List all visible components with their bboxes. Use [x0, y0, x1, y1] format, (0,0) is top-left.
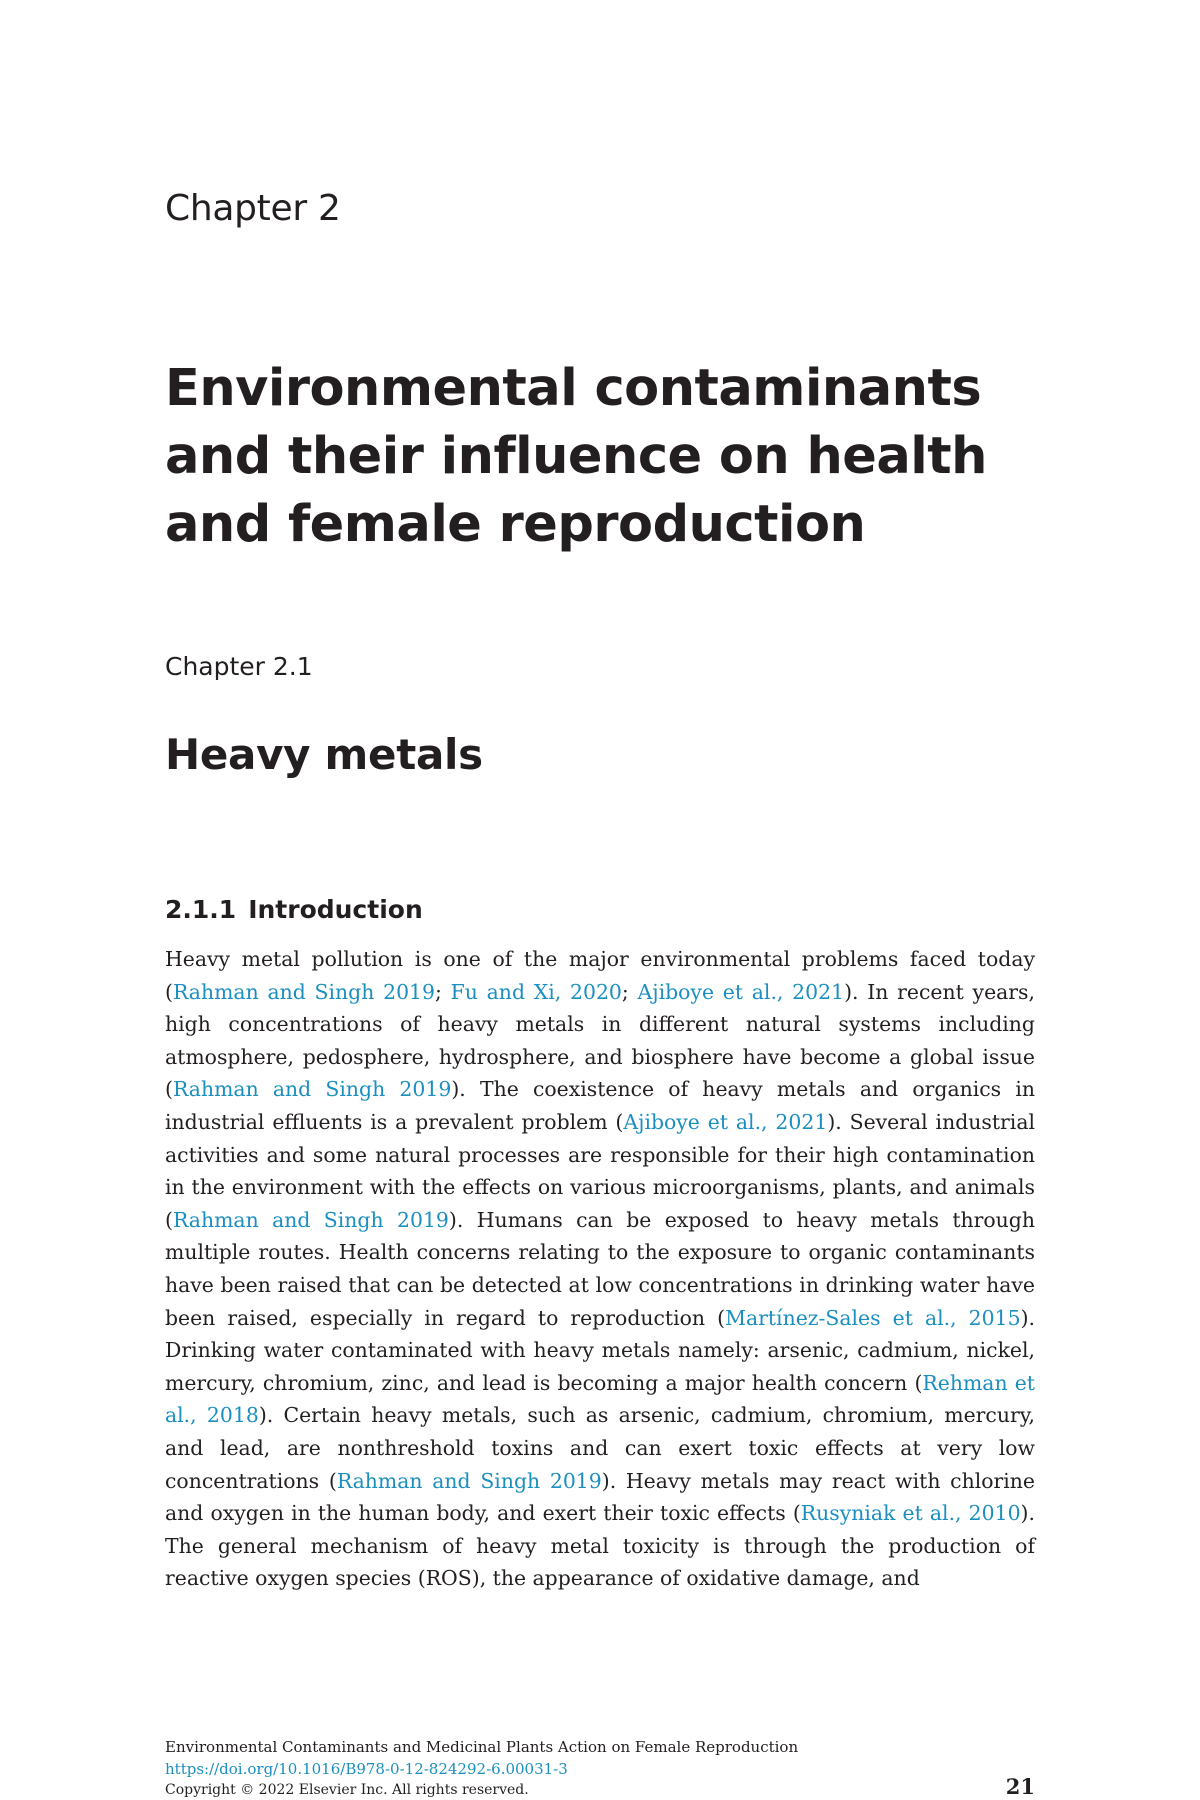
citation-link[interactable]: Rahman and Singh 2019	[172, 1207, 449, 1232]
body-text-run: ). Heavy metals may react with chlorine and oxygen in the human body, and exert their toxic effects (	[165, 1468, 1035, 1526]
citation-link[interactable]: Rahman and Singh 2019	[172, 979, 435, 1004]
subchapter-label: Chapter 2.1	[165, 652, 313, 681]
chapter-label: Chapter 2	[165, 188, 341, 229]
citation-link[interactable]: Ajiboye et al., 2021	[623, 1109, 828, 1134]
body-text-run: ). Several industrial activities and some natural processes are responsible for their high contamination in the environment with the effects on various microorganisms, plants, and animals (	[165, 1109, 1035, 1232]
chapter-title	[165, 355, 1125, 559]
citation-link[interactable]: Fu and Xi, 2020	[450, 979, 622, 1004]
body-text-run: Heavy metal pollution is one of the major environmental problems faced today (	[165, 947, 1035, 1004]
citation-link[interactable]: Martínez-Sales et al., 2015	[725, 1305, 1021, 1330]
body-text-run: ;	[621, 979, 638, 1004]
section-heading	[165, 895, 423, 924]
citation-link[interactable]: Rehman et al., 2018	[165, 1370, 1035, 1428]
body-text-run: ). The coexistence of heavy metals and organics in industrial effluents is a prevalent problem (	[165, 1077, 1035, 1134]
citation-link[interactable]: Rusyniak et al., 2010	[800, 1501, 1021, 1526]
body-text-run: ;	[435, 979, 451, 1004]
page-number: 21	[1005, 1774, 1035, 1799]
chapter-title-line: and their influence on health	[165, 427, 987, 486]
body-text-run: ). The general mechanism of heavy metal toxicity is through the production of reactive oxygen species (ROS), the appearance of oxidative damage, and	[165, 1501, 1035, 1591]
citation-link[interactable]: Ajiboye et al., 2021	[637, 979, 845, 1004]
citation-link[interactable]: Rahman and Singh 2019	[336, 1468, 602, 1493]
body-paragraph	[165, 943, 1035, 1595]
body-text-run: ). Humans can be exposed to heavy metals through multiple routes. Health concerns relating to the exposure to organic contaminants have been raised that can be detected at low concentrations in drinking water have been raised, especially in regard to reproduction (	[165, 1207, 1035, 1330]
citation-link[interactable]: Rahman and Singh 2019	[172, 1077, 452, 1102]
chapter-title-line: Environmental contaminants	[165, 359, 982, 418]
section-number: 2.1.1	[165, 895, 237, 924]
section-title: Introduction	[248, 895, 423, 924]
subchapter-title: Heavy metals	[165, 730, 483, 779]
body-text-run: ). Drinking water contaminated with heavy metals namely: arsenic, cadmium, nickel, mercury, chromium, zinc, and lead is becoming a major health concern (	[165, 1305, 1035, 1395]
body-text-run: ). Certain heavy metals, such as arsenic, cadmium, chromium, mercury, and lead, are nonthreshold toxins and can exert toxic effects at very low concentrations (	[165, 1403, 1035, 1493]
chapter-title-line: and female reproduction	[165, 495, 866, 554]
footer-book-title: Environmental Contaminants and Medicinal Plants Action on Female Reproduction	[165, 1738, 799, 1756]
footer-doi-link[interactable]: https://doi.org/10.1016/B978-0-12-824292-6.00031-3	[165, 1760, 568, 1778]
footer-copyright: Copyright © 2022 Elsevier Inc. All rights reserved.	[165, 1782, 529, 1798]
body-text-run: ). In recent years, high concentrations of heavy metals in different natural systems including atmosphere, pedosphere, hydrosphere, and biosphere have become a global issue (	[165, 979, 1035, 1102]
